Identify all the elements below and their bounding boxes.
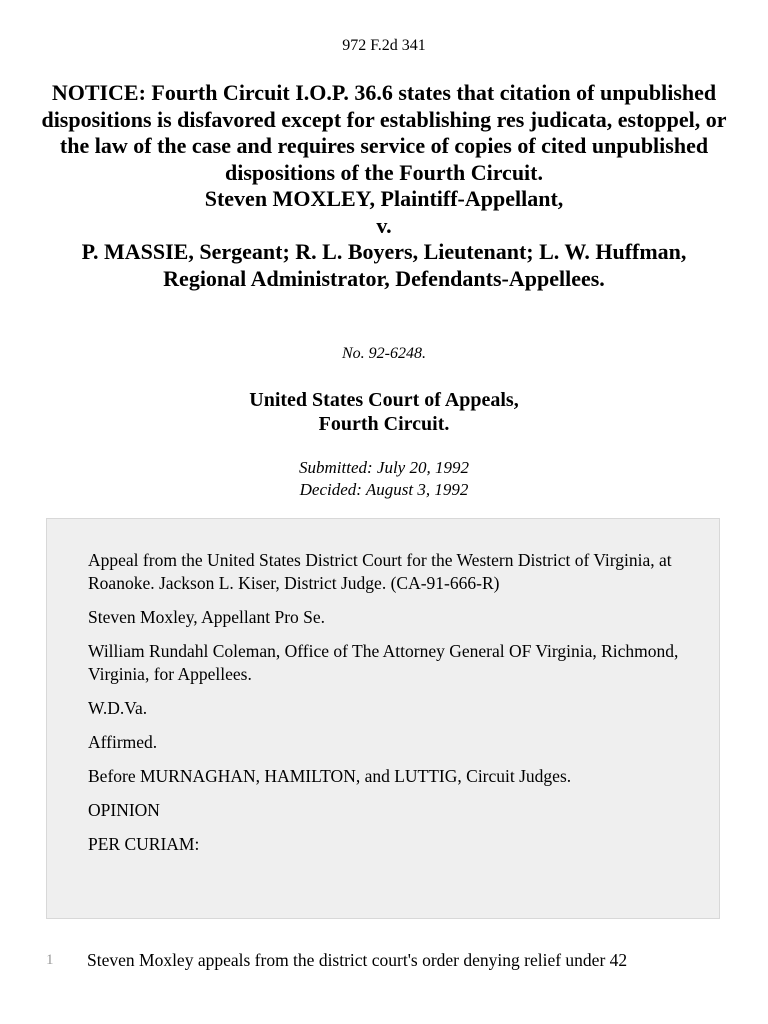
case-info-box (46, 518, 720, 919)
appellant-counsel: Steven Moxley, Appellant Pro Se. (88, 607, 326, 627)
paragraph-text: Steven Moxley appeals from the district court's order denying relief under 42 (87, 950, 628, 970)
case-title-block (40, 80, 728, 292)
defendants-line: P. MASSIE, Sergeant; R. L. Boyers, Lieutenant; L. W. Huffman, Regional Administrator, Defendants-Appellees. (81, 239, 687, 291)
court-name (0, 388, 768, 436)
district-abbrev: W.D.Va. (88, 698, 148, 718)
plaintiff-line: Steven MOXLEY, Plaintiff-Appellant, (204, 186, 564, 211)
court-name-line-2: Fourth Circuit. (318, 413, 450, 435)
docket-number: No. 92-6248. (342, 345, 426, 362)
court-name-line-1: United States Court of Appeals, (249, 389, 519, 411)
panel-judges: Before MURNAGHAN, HAMILTON, and LUTTIG, Circuit Judges. (88, 766, 572, 786)
opinion-label: OPINION (88, 800, 160, 820)
appellee-counsel: William Rundahl Coleman, Office of The Attorney General OF Virginia, Richmond, Virginia, for Appellees. (88, 641, 679, 684)
versus-line: v. (376, 212, 392, 238)
disposition: Affirmed. (88, 732, 158, 752)
decided-date: Decided: August 3, 1992 (299, 480, 469, 499)
per-curiam-label: PER CURIAM: (88, 834, 200, 854)
unpublished-notice: NOTICE: Fourth Circuit I.O.P. 36.6 states that citation of unpublished dispositions is disfavored except for establishing res judicata, estoppel, or the law of the case and requires service of copies of cited unpublished dispositions of the Fourth Circuit. (41, 80, 727, 185)
paragraph-number: 1 (46, 952, 54, 968)
submitted-date: Submitted: July 20, 1992 (299, 458, 469, 477)
appeal-info: Appeal from the United States District Court for the Western District of Virginia, at Roanoke. Jackson L. Kiser, District Judge. (CA-91-666-R) (88, 550, 672, 593)
case-citation: 972 F.2d 341 (342, 37, 426, 54)
case-dates (0, 457, 768, 501)
